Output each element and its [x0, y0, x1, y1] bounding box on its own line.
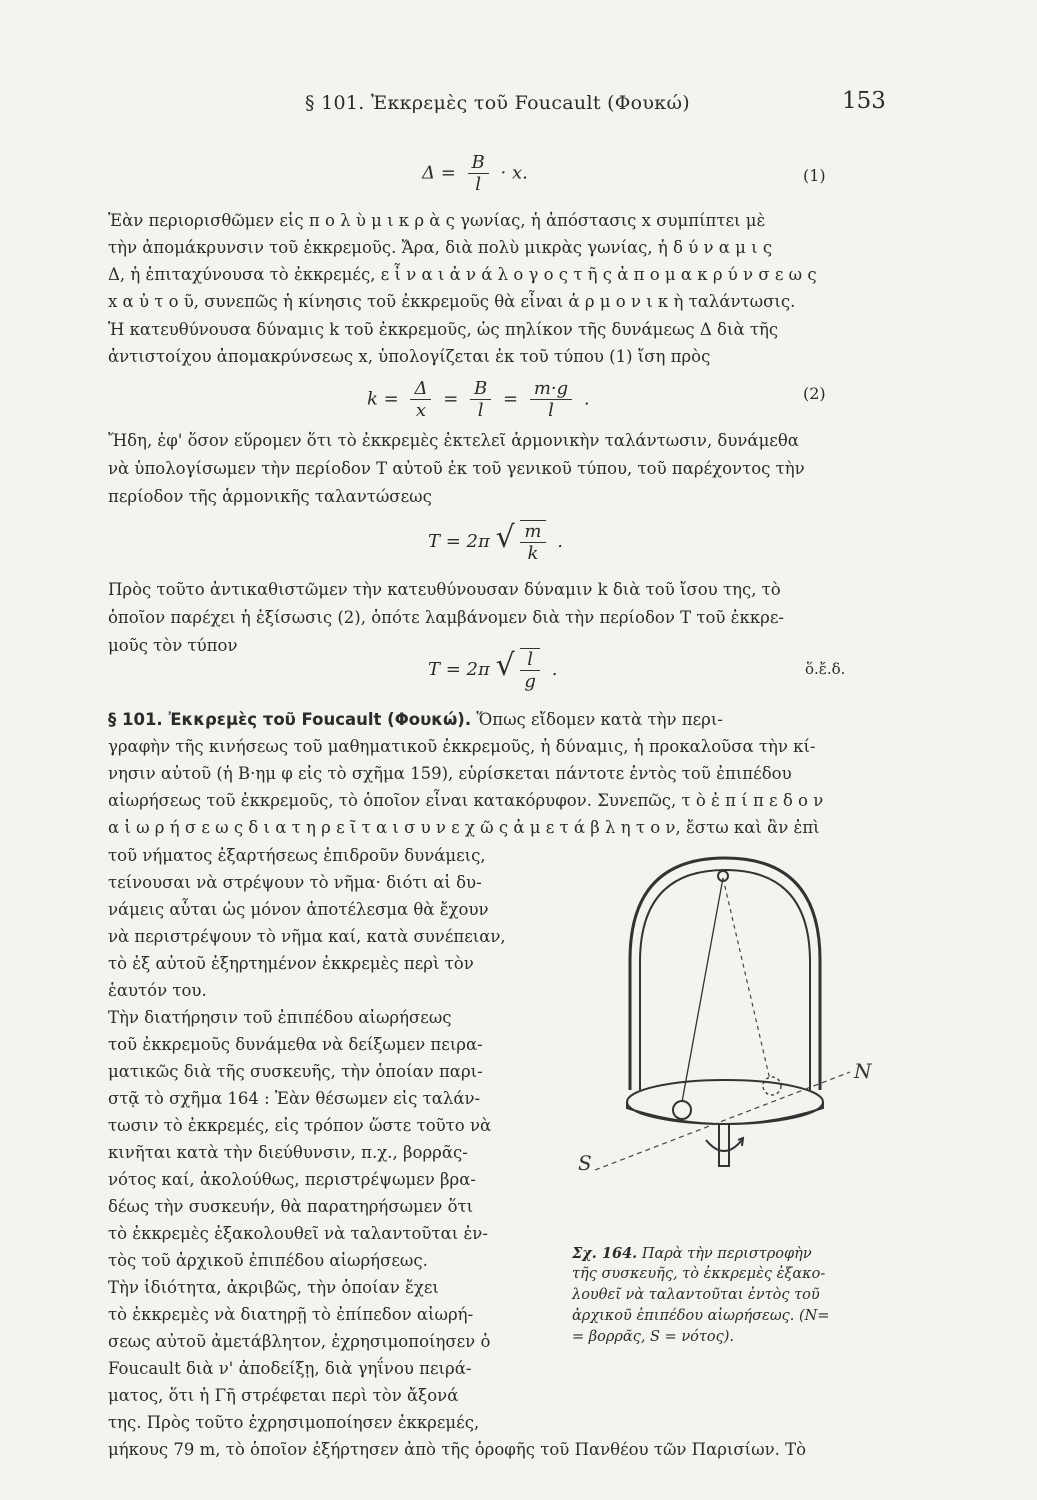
text-line: ἀντιστοίχου ἀπομακρύνσεως x, ὑπολογίζεται ἐκ τοῦ τύπου (1) ἴση πρὸς [108, 347, 711, 366]
eq4-denominator: g [524, 671, 536, 692]
text-line: ὁποῖον παρέχει ἡ ἐξίσωσις (2), ὁπότε λαμβάνομεν διὰ τὴν περίοδον T τοῦ ἐκκρε- [108, 608, 784, 627]
label-south: S [578, 1151, 592, 1175]
eq2-fraction-1 [410, 378, 431, 421]
text-line: νησιν αὐτοῦ (ἡ B·ημ φ εἰς τὸ σχῆμα 159), εὑρίσκεται πάντοτε ἐντὸς τοῦ ἐπιπέδου [108, 764, 792, 783]
eq2-f1-numerator: Δ [410, 378, 431, 400]
figure-caption-line [572, 1245, 812, 1262]
text-line: τείνουσαι νὰ στρέψουν τὸ νῆμα· διότι αἱ δυ- [108, 873, 482, 892]
text-line: Τὴν διατήρησιν τοῦ ἐπιπέδου αἰωρήσεως [108, 1008, 452, 1027]
text-line: Ἤδη, ἐφ' ὅσον εὕρομεν ὅτι τὸ ἐκκρεμὲς ἐκτελεῖ ἁρμονικὴν ταλάντωσιν, δυνάμεθα [108, 431, 799, 450]
text-line: τὸ ἐξ αὐτοῦ ἐξηρτημένον ἐκκρεμὲς περὶ τὸν [108, 954, 474, 973]
eq2-f2-numerator: B [470, 378, 491, 400]
eq2-f1-denominator: x [415, 400, 427, 421]
pendulum-string [682, 878, 723, 1102]
text-line: τωσιν τὸ ἐκκρεμές, εἰς τρόπον ὥστε τοῦτο νὰ [108, 1116, 492, 1135]
text-line: Foucault διὰ ν' ἀποδείξῃ, διὰ γηΐνου πειρά- [108, 1359, 472, 1378]
text-line: μήκους 79 m, τὸ ὁποῖον ἐξήρτησεν ἀπὸ τῆς ὀροφῆς τοῦ Πανθέου τῶν Παρισίων. Τὸ [108, 1440, 807, 1459]
figure-caption-label: Σχ. 164. [572, 1245, 638, 1262]
eq2-fraction-3 [530, 378, 572, 421]
text-line: Δ, ἡ ἐπιταχύνουσα τὸ ἐκκρεμές, ε ἶ ν α ι ἀ ν ά λ ο γ ο ς τ ῆ ς ἀ π ο μ α κ ρ ύ ν σ ε ω ς [108, 265, 817, 284]
text-line: ἑαυτόν του. [108, 981, 207, 1000]
text-line: κινῆται κατὰ τὴν διεύθυνσιν, π.χ., βορρᾶς- [108, 1143, 468, 1162]
equation-3: T = 2π √ $\frac{m}{k}$ . [428, 520, 563, 564]
eq3-fraction [520, 520, 545, 564]
text-line: x α ὐ τ ο ῦ, συνεπῶς ἡ κίνησις τοῦ ἐκκρεμοῦς θὰ εἶναι ἁ ρ μ ο ν ι κ ὴ ταλάντωσις. [108, 292, 796, 311]
text-line: νότος καί, ἀκολούθως, περιστρέψωμεν βρα- [108, 1170, 476, 1189]
running-header: § 101. Ἐκκρεμὲς τοῦ Foucault (Φουκώ) [305, 92, 690, 114]
eq2-lhs: k = [367, 388, 399, 410]
figure-pendulum-apparatus [560, 840, 890, 1220]
text-line: ματικῶς διὰ τῆς συσκευῆς, τὴν ὁποίαν παρι- [108, 1062, 483, 1081]
eq4-tail: . [551, 659, 558, 680]
section-heading: § 101. Ἐκκρεμὲς τοῦ Foucault (Φουκώ). [108, 710, 472, 729]
north-south-axis [595, 1072, 850, 1170]
text-line: Ἡ κατευθύνουσα δύναμις k τοῦ ἐκκρεμοῦς, ὡς πηλίκον τῆς δυνάμεως Δ διὰ τῆς [108, 320, 779, 339]
qed-mark: ὅ.ἔ.δ. [805, 660, 846, 678]
section-first-line-rest: Ὅπως εἴδομεν κατὰ τὴν περι- [471, 710, 723, 729]
eq3-lhs: T = 2π [428, 531, 490, 552]
eq4-fraction [520, 648, 540, 692]
eq2-fraction-2 [470, 378, 491, 421]
text-line: σεως αὐτοῦ ἀμετάβλητον, ἐχρησιμοποίησεν ὁ [108, 1332, 491, 1351]
figure-caption-line: = βορρᾶς, S = νότος). [572, 1329, 735, 1345]
text-line: ματος, ὅτι ἡ Γῆ στρέφεται περὶ τὸν ἄξονά [108, 1386, 459, 1405]
text-line: τοῦ νήματος ἐξαρτήσεως ἐπιδροῦν δυνάμεις, [108, 846, 486, 865]
figure-caption-line: λουθεῖ νὰ ταλαντοῦται ἐντὸς τοῦ [572, 1287, 820, 1303]
eq1-lhs: Δ = [422, 162, 456, 184]
text-line: τοῦ ἐκκρεμοῦς δυνάμεθα νὰ δείξωμεν πειρα- [108, 1035, 483, 1054]
text-line: Ἐὰν περιορισθῶμεν εἰς π ο λ ὺ μ ι κ ρ ὰ ς γωνίας, ἡ ἀπόστασις x συμπίπτει μὲ [108, 211, 766, 230]
rotated-string-dashed [723, 878, 770, 1080]
figure-caption-text: Παρὰ τὴν περιστροφὴν [641, 1246, 812, 1262]
eq2-f2-denominator: l [477, 400, 484, 421]
eq1-numerator: B [468, 152, 489, 174]
figure-caption-line: ἀρχικοῦ ἐπιπέδου αἰωρήσεως. (N= [572, 1308, 830, 1324]
equation-1 [422, 152, 528, 195]
rotated-bob-dashed [763, 1077, 781, 1095]
text-line: της. Πρὸς τοῦτο ἐχρησιμοποίησεν ἐκκρεμές, [108, 1413, 480, 1432]
text-line: τὸ ἐκκρεμὲς νὰ διατηρῇ τὸ ἐπίπεδον αἰωρή- [108, 1305, 474, 1324]
text-line: νὰ περιστρέψουν τὸ νῆμα καί, κατὰ συνέπειαν, [108, 927, 506, 946]
text-line: στᾷ τὸ σχῆμα 164 : Ἐὰν θέσωμεν εἰς ταλάν- [108, 1089, 481, 1108]
eq4-numerator: l [520, 649, 540, 671]
arch-frame-outer [630, 858, 820, 1090]
eq4-lhs: T = 2π [428, 659, 490, 680]
text-line: γραφὴν τῆς κινήσεως τοῦ μαθηματικοῦ ἐκκρεμοῦς, ἡ δύναμις, ἡ προκαλοῦσα τὴν κί- [108, 737, 816, 756]
text-line: περίοδον τῆς ἁρμονικῆς ταλαντώσεως [108, 487, 432, 506]
text-line: τὸ ἐκκρεμὲς ἐξακολουθεῖ νὰ ταλαντοῦται ἐν- [108, 1224, 488, 1243]
text-line: μοῦς τὸν τύπον [108, 636, 238, 655]
pendulum-bob [673, 1101, 691, 1119]
eq2-f3-denominator: l [548, 400, 554, 421]
base-disc [627, 1080, 823, 1124]
text-line: αἰωρήσεως τοῦ ἐκκρεμοῦς, τὸ ὁποῖον εἶναι κατακόρυφον. Συνεπῶς, τ ὸ ἐ π ί π ε δ ο ν [108, 791, 824, 810]
eq3-tail: . [557, 531, 563, 552]
text-line: Τὴν ἰδιότητα, ἀκριβῶς, τὴν ὁποίαν ἔχει [108, 1278, 439, 1297]
eq2-f3-numerator: m·g [530, 378, 572, 400]
equation-2: k = $\frac{\Delta}{x}$ = $\frac{B}{l}$ = $\frac{m\cdot g}{l}$ . [367, 378, 590, 421]
equation-1-number: (1) [803, 166, 826, 185]
eq3-numerator: m [520, 521, 545, 543]
text-line: τὴν ἀπομάκρυνσιν τοῦ ἐκκρεμοῦς. Ἄρα, διὰ πολὺ μικρὰς γωνίας, ἡ δ ύ ν α μ ι ς [108, 238, 773, 257]
eq1-denominator: l [475, 174, 482, 195]
eq1-fraction [468, 152, 489, 195]
arch-frame-inner [640, 870, 810, 1090]
rotation-spindle [719, 1124, 729, 1166]
base-disc-rim [627, 1102, 823, 1124]
rotation-arrow-icon [706, 1140, 742, 1151]
eq3-denominator: k [527, 543, 539, 564]
label-north: N [854, 1059, 872, 1083]
text-line: α ἰ ω ρ ή σ ε ω ς δ ι α τ η ρ ε ῖ τ α ι σ υ ν ε χ ῶ ς ἀ μ ε τ ά β λ η τ ο ν, ἔστω καὶ ἂν ἐπὶ [108, 818, 820, 837]
text-line: δέως τὴν συσκευήν, θὰ παρατηρήσωμεν ὅτι [108, 1197, 474, 1216]
text-line: νὰ ὑπολογίσωμεν τὴν περίοδον T αὐτοῦ ἐκ τοῦ γενικοῦ τύπου, τοῦ παρέχοντος τὴν [108, 459, 805, 478]
text-line: τὸς τοῦ ἀρχικοῦ ἐπιπέδου αἰωρήσεως. [108, 1251, 428, 1270]
page-number: 153 [842, 88, 886, 114]
equation-4: T = 2π √ $\frac{l}{g}$ . [428, 648, 558, 692]
eq1-tail: · x. [500, 162, 528, 184]
equation-2-number: (2) [803, 384, 826, 403]
text-line: νάμεις αὗται ὡς μόνον ἀποτέλεσμα θὰ ἔχουν [108, 900, 489, 919]
section-first-line [108, 712, 723, 729]
text-line: Πρὸς τοῦτο ἀντικαθιστῶμεν τὴν κατευθύνουσαν δύναμιν k διὰ τοῦ ἴσου της, τὸ [108, 580, 781, 599]
figure-caption-line: τῆς συσκευῆς, τὸ ἐκκρεμὲς ἐξακο- [572, 1266, 826, 1282]
